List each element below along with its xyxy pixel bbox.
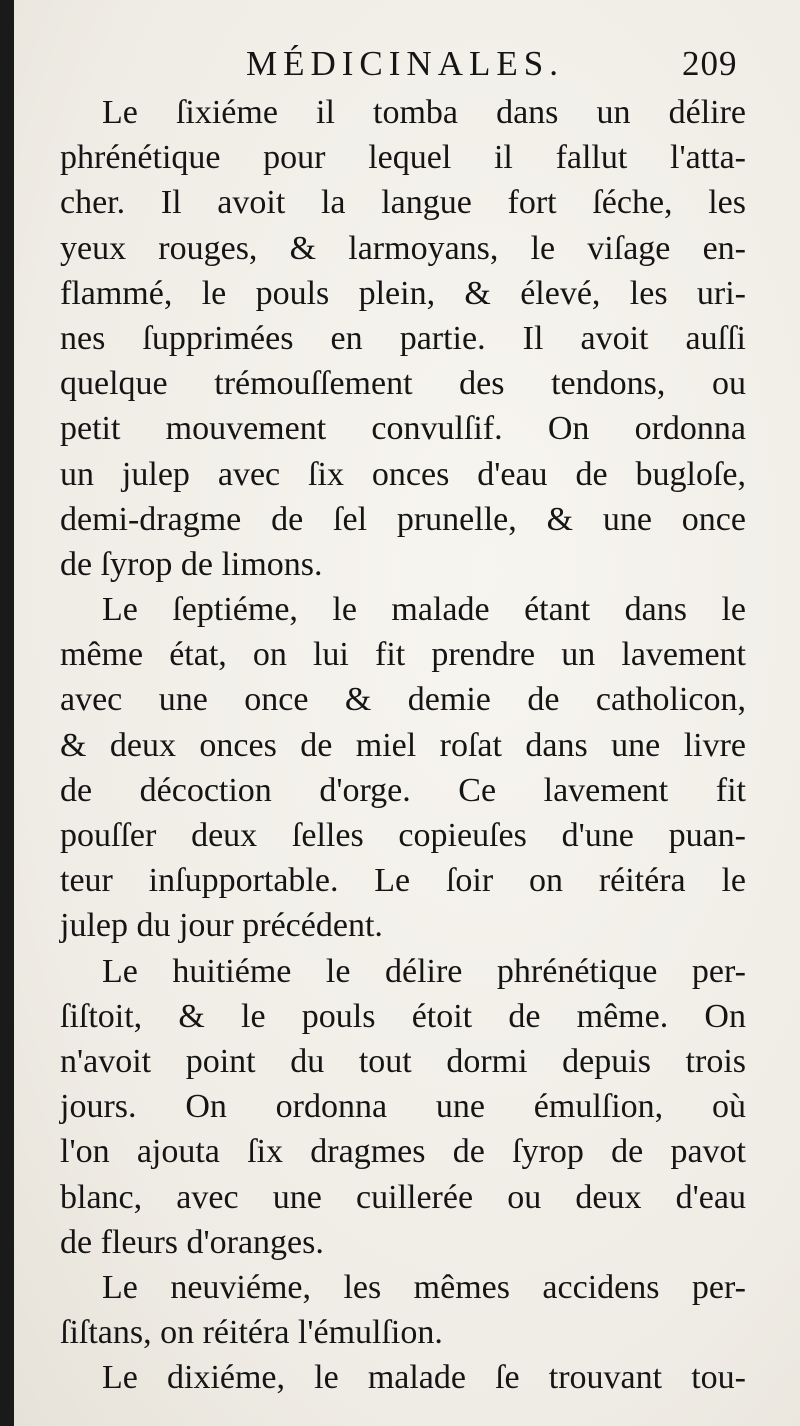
text-line: avec une once & demie de catholicon, bbox=[60, 681, 746, 719]
text-line: blanc, avec une cuillerée ou deux d'eau bbox=[60, 1178, 746, 1216]
text-line: phrénétique pour lequel il fallut l'atta- bbox=[60, 139, 746, 177]
text-line: petit mouvement convulſif. On ordonna bbox=[60, 410, 746, 448]
text-line: jours. On ordonna une émulſion, où bbox=[60, 1088, 746, 1126]
text-line: Le ſeptiéme, le malade étant dans le bbox=[102, 591, 746, 629]
text-line: n'avoit point du tout dormi depuis trois bbox=[60, 1042, 746, 1080]
text-line: ſiſtoit, & le pouls étoit de même. On bbox=[60, 997, 746, 1035]
text-line: l'on ajouta ſix dragmes de ſyrop de pavot bbox=[60, 1133, 746, 1171]
text-line: Le huitiéme le délire phrénétique per- bbox=[102, 952, 746, 990]
running-title: MÉDICINALES. bbox=[246, 44, 564, 83]
page-header bbox=[14, 44, 800, 84]
text-line: & deux onces de miel roſat dans une livre bbox=[60, 726, 746, 764]
body-text bbox=[60, 90, 746, 1400]
text-line: de fleurs d'oranges. bbox=[60, 1223, 324, 1261]
text-line: un julep avec ſix onces d'eau de bugloſe, bbox=[60, 455, 746, 493]
book-page bbox=[14, 0, 800, 1426]
text-line: de ſyrop de limons. bbox=[60, 545, 323, 583]
text-line: julep du jour précédent. bbox=[60, 907, 383, 945]
text-line: cher. Il avoit la langue fort ſéche, les bbox=[60, 184, 746, 222]
text-line: teur inſupportable. Le ſoir on réitéra le bbox=[60, 862, 746, 900]
text-line: demi-dragme de ſel prunelle, & une once bbox=[60, 500, 746, 538]
text-line: nes ſupprimées en partie. Il avoit auſſi bbox=[60, 319, 746, 357]
text-line: Le neuviéme, les mêmes accidens per- bbox=[102, 1268, 746, 1306]
text-line: quelque trémouſſement des tendons, ou bbox=[60, 365, 746, 403]
text-line: Le ſixiéme il tomba dans un délire bbox=[102, 94, 746, 131]
text-line: même état, on lui fit prendre un lavement bbox=[60, 636, 746, 674]
text-line: pouſſer deux ſelles copieuſes d'une puan- bbox=[60, 817, 746, 854]
text-line: ſiſtans, on réitéra l'émulſion. bbox=[60, 1314, 443, 1352]
text-line: yeux rouges, & larmoyans, le viſage en- bbox=[60, 229, 746, 267]
text-line: flammé, le pouls plein, & élevé, les uri- bbox=[60, 274, 746, 312]
text-line: Le dixiéme, le malade ſe trouvant tou- bbox=[102, 1359, 746, 1397]
text-line: de décoction d'orge. Ce lavement fit bbox=[60, 771, 746, 809]
page-number: 209 bbox=[682, 44, 738, 83]
